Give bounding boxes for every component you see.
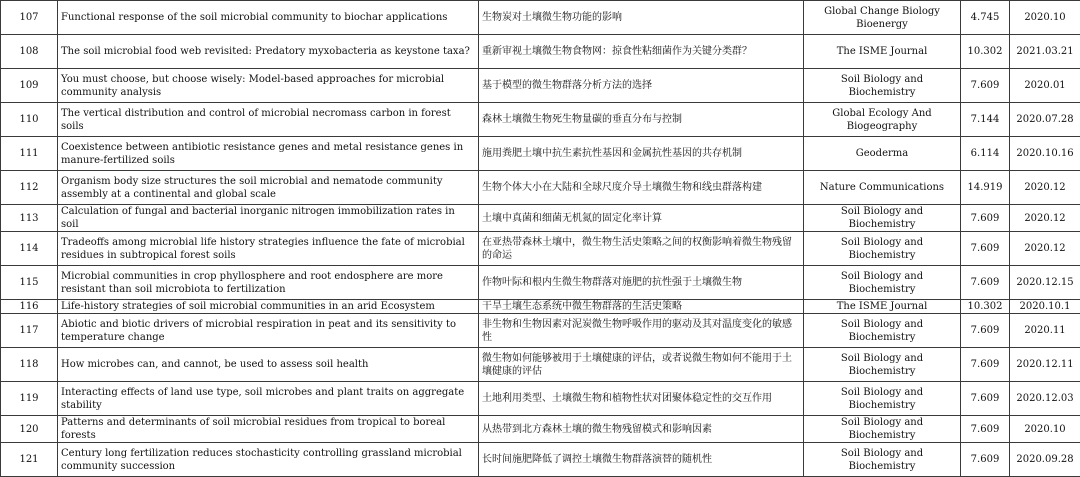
english-title-cell: Abiotic and biotic drivers of microbial respiration in peat and its sensitivity to temperature change — [58, 314, 479, 348]
chinese-title-cell: 土地利用类型、土壤微生物和植物性状对团聚体稳定性的交互作用 — [479, 382, 804, 416]
row-number-cell: 108 — [1, 35, 58, 69]
impact-factor-cell: 7.609 — [961, 416, 1010, 443]
table-row — [1, 266, 1080, 300]
chinese-title-cell: 生物炭对土壤微生物功能的影响 — [479, 1, 804, 35]
english-title-cell: The soil microbial food web revisited: Predatory myxobacteria as keystone taxa? — [58, 35, 479, 69]
chinese-title-cell: 微生物如何能够被用于土壤健康的评估，或者说微生物如何不能用于土壤健康的评估 — [479, 348, 804, 382]
impact-factor-cell: 7.609 — [961, 69, 1010, 103]
publication-date-cell: 2020.12.03 — [1010, 382, 1080, 416]
row-number-cell: 117 — [1, 314, 58, 348]
publication-date-cell: 2021.03.21 — [1010, 35, 1080, 69]
row-number-cell: 115 — [1, 266, 58, 300]
table-row — [1, 443, 1080, 477]
publication-date-cell: 2020.10 — [1010, 416, 1080, 443]
publication-date-cell: 2020.10.1 — [1010, 300, 1080, 314]
publication-date-cell: 2020.09.28 — [1010, 443, 1080, 477]
journal-name-cell: Soil Biology and Biochemistry — [804, 69, 961, 103]
journal-name-cell: Soil Biology and Biochemistry — [804, 205, 961, 232]
table-body — [1, 1, 1080, 477]
publication-date-cell: 2020.12 — [1010, 232, 1080, 266]
chinese-title-cell: 作物叶际和根内生微生物群落对施肥的抗性强于土壤微生物 — [479, 266, 804, 300]
table-row — [1, 205, 1080, 232]
chinese-title-cell: 基于模型的微生物群落分析方法的选择 — [479, 69, 804, 103]
journal-name-cell: Soil Biology and Biochemistry — [804, 348, 961, 382]
chinese-title-cell: 从热带到北方森林土壤的微生物残留模式和影响因素 — [479, 416, 804, 443]
table-row — [1, 171, 1080, 205]
table-row — [1, 1, 1080, 35]
publication-date-cell: 2020.12 — [1010, 171, 1080, 205]
impact-factor-cell: 7.609 — [961, 443, 1010, 477]
chinese-title-cell: 森林土壤微生物死生物量碳的垂直分布与控制 — [479, 103, 804, 137]
row-number-cell: 120 — [1, 416, 58, 443]
table-row — [1, 300, 1080, 314]
row-number-cell: 111 — [1, 137, 58, 171]
chinese-title-cell: 非生物和生物因素对泥炭微生物呼吸作用的驱动及其对温度变化的敏感性 — [479, 314, 804, 348]
journal-name-cell: Soil Biology and Biochemistry — [804, 382, 961, 416]
chinese-title-cell: 施用粪肥土壤中抗生素抗性基因和金属抗性基因的共存机制 — [479, 137, 804, 171]
journal-name-cell: The ISME Journal — [804, 35, 961, 69]
table-row — [1, 382, 1080, 416]
table-row — [1, 35, 1080, 69]
chinese-title-cell: 干旱土壤生态系统中微生物群落的生活史策略 — [479, 300, 804, 314]
english-title-cell: Tradeoffs among microbial life history strategies influence the fate of microbial residues in subtropical forest soils — [58, 232, 479, 266]
table-row — [1, 69, 1080, 103]
journal-name-cell: Global Change Biology Bioenergy — [804, 1, 961, 35]
impact-factor-cell: 10.302 — [961, 35, 1010, 69]
table-row — [1, 348, 1080, 382]
publication-date-cell: 2020.12.15 — [1010, 266, 1080, 300]
impact-factor-cell: 7.144 — [961, 103, 1010, 137]
impact-factor-cell: 10.302 — [961, 300, 1010, 314]
row-number-cell: 121 — [1, 443, 58, 477]
publication-date-cell: 2020.12.11 — [1010, 348, 1080, 382]
impact-factor-cell: 4.745 — [961, 1, 1010, 35]
publication-date-cell: 2020.10.16 — [1010, 137, 1080, 171]
row-number-cell: 109 — [1, 69, 58, 103]
impact-factor-cell: 7.609 — [961, 266, 1010, 300]
row-number-cell: 119 — [1, 382, 58, 416]
english-title-cell: The vertical distribution and control of microbial necromass carbon in forest soils — [58, 103, 479, 137]
row-number-cell: 113 — [1, 205, 58, 232]
impact-factor-cell: 7.609 — [961, 232, 1010, 266]
chinese-title-cell: 生物个体大小在大陆和全球尺度介导土壤微生物和线虫群落构建 — [479, 171, 804, 205]
english-title-cell: Organism body size structures the soil microbial and nematode community assembly at a continental and global scale — [58, 171, 479, 205]
journal-name-cell: Soil Biology and Biochemistry — [804, 416, 961, 443]
publication-date-cell: 2020.11 — [1010, 314, 1080, 348]
english-title-cell: Coexistence between antibiotic resistance genes and metal resistance genes in manure-fertilized soils — [58, 137, 479, 171]
table-row — [1, 314, 1080, 348]
journal-name-cell: Geoderma — [804, 137, 961, 171]
journal-name-cell: Nature Communications — [804, 171, 961, 205]
row-number-cell: 118 — [1, 348, 58, 382]
english-title-cell: How microbes can, and cannot, be used to assess soil health — [58, 348, 479, 382]
journal-name-cell: Global Ecology And Biogeography — [804, 103, 961, 137]
publication-date-cell: 2020.01 — [1010, 69, 1080, 103]
impact-factor-cell: 7.609 — [961, 348, 1010, 382]
impact-factor-cell: 7.609 — [961, 382, 1010, 416]
english-title-cell: Life-history strategies of soil microbial communities in an arid Ecosystem — [58, 300, 479, 314]
english-title-cell: Interacting effects of land use type, soil microbes and plant traits on aggregate stability — [58, 382, 479, 416]
journal-name-cell: Soil Biology and Biochemistry — [804, 232, 961, 266]
journal-name-cell: Soil Biology and Biochemistry — [804, 314, 961, 348]
chinese-title-cell: 重新审视土壤微生物食物网：掠食性粘细菌作为关键分类群？ — [479, 35, 804, 69]
english-title-cell: You must choose, but choose wisely: Model-based approaches for microbial community analysis — [58, 69, 479, 103]
table-row — [1, 232, 1080, 266]
impact-factor-cell: 6.114 — [961, 137, 1010, 171]
row-number-cell: 116 — [1, 300, 58, 314]
row-number-cell: 110 — [1, 103, 58, 137]
table-row — [1, 416, 1080, 443]
journal-name-cell: Soil Biology and Biochemistry — [804, 266, 961, 300]
impact-factor-cell: 7.609 — [961, 314, 1010, 348]
english-title-cell: Functional response of the soil microbial community to biochar applications — [58, 1, 479, 35]
impact-factor-cell: 7.609 — [961, 205, 1010, 232]
chinese-title-cell: 土壤中真菌和细菌无机氮的固定化率计算 — [479, 205, 804, 232]
chinese-title-cell: 长时间施肥降低了调控土壤微生物群落演替的随机性 — [479, 443, 804, 477]
journal-name-cell: The ISME Journal — [804, 300, 961, 314]
row-number-cell: 114 — [1, 232, 58, 266]
english-title-cell: Century long fertilization reduces stochasticity controlling grassland microbial community succession — [58, 443, 479, 477]
publication-date-cell: 2020.12 — [1010, 205, 1080, 232]
table-row — [1, 137, 1080, 171]
english-title-cell: Calculation of fungal and bacterial inorganic nitrogen immobilization rates in soil — [58, 205, 479, 232]
row-number-cell: 107 — [1, 1, 58, 35]
publication-date-cell: 2020.07.28 — [1010, 103, 1080, 137]
row-number-cell: 112 — [1, 171, 58, 205]
table-row — [1, 103, 1080, 137]
journal-name-cell: Soil Biology and Biochemistry — [804, 443, 961, 477]
chinese-title-cell: 在亚热带森林土壤中，微生物生活史策略之间的权衡影响着微生物残留的命运 — [479, 232, 804, 266]
publication-date-cell: 2020.10 — [1010, 1, 1080, 35]
english-title-cell: Microbial communities in crop phyllosphere and root endosphere are more resistant than soil microbiota to fertilization — [58, 266, 479, 300]
english-title-cell: Patterns and determinants of soil microbial residues from tropical to boreal forests — [58, 416, 479, 443]
impact-factor-cell: 14.919 — [961, 171, 1010, 205]
